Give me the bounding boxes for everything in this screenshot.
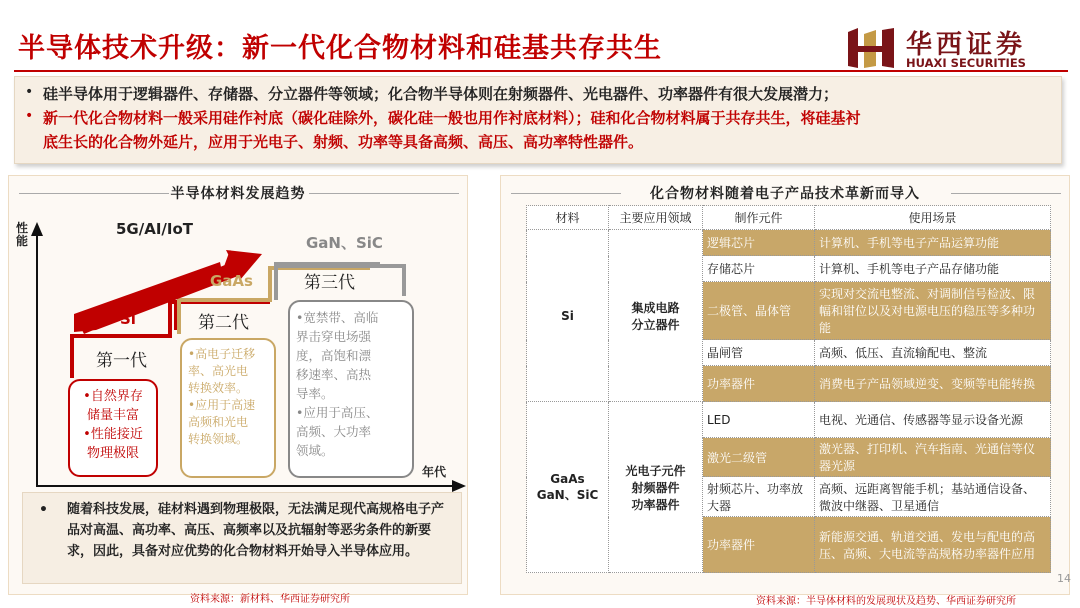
bullet-dot: • <box>39 502 48 518</box>
scenario-cell: 消费电子产品领域逆变、变频等电能转换 <box>815 366 1051 402</box>
feature-line: 移速率、高热 <box>296 367 372 382</box>
logo-chinese-name: 华西证券 <box>906 30 1027 60</box>
col-header-component: 制作元件 <box>703 206 815 230</box>
page-title: 半导体技术升级：新一代化合物材料和硅基共存共生 <box>18 33 662 64</box>
component-cell: 功率器件 <box>703 366 815 402</box>
bullet-dot: • <box>25 108 34 124</box>
trend-note-box <box>22 492 462 584</box>
page-number: 14 <box>1057 572 1071 585</box>
gen1-material: Si <box>120 310 136 328</box>
component-cell: 功率器件 <box>703 517 815 573</box>
feature-line: 界击穿电场强 <box>296 329 372 344</box>
feature-line: •自然界存 <box>83 389 143 404</box>
summary-bullet-silicon: 硅半导体用于逻辑器件、存储器、分立器件等领域；化合物半导体则在射频器件、光电器件、功率器件有很大发展潜力； <box>43 85 839 103</box>
scenario-cell: 高频、低压、直流输配电、整流 <box>815 340 1051 366</box>
bullet-dot: • <box>25 84 34 100</box>
gen1-features-box <box>68 379 158 477</box>
feature-line: •性能接近 <box>83 427 143 442</box>
scenario-cell: 激光器、打印机、汽车指南、光通信等仪器光源 <box>815 438 1051 477</box>
summary-bullet-compound-line2: 底生长的化合物外延片，应用于光电子、射频、功率等具备高频、高压、高功率特性器件。 <box>43 133 644 151</box>
materials-table <box>526 205 1051 573</box>
material-compound <box>527 402 609 573</box>
feature-line: 度，高饱和漂 <box>296 348 372 363</box>
scenario-cell: 电视、光通信、传感器等显示设备光源 <box>815 402 1051 438</box>
scenario-cell: 实现对交流电整流、对调制信号检波、限幅和钳位以及对电源电压的稳压等多种功能 <box>815 282 1051 340</box>
application-si <box>609 230 703 402</box>
feature-line: •宽禁带、高临 <box>296 310 379 325</box>
table-row <box>527 402 1051 438</box>
component-cell: 逻辑芯片 <box>703 230 815 256</box>
component-cell: 晶闸管 <box>703 340 815 366</box>
trend-label: 5G/AI/IoT <box>116 220 194 238</box>
component-cell: LED <box>703 402 815 438</box>
feature-line: 转换效率。 <box>188 381 249 395</box>
source-left: 资料来源：新材料、华西证券研究所 <box>190 594 350 605</box>
scenario-cell: 高频、远距离智能手机；基站通信设备、微波中继器、卫星通信 <box>815 477 1051 517</box>
material-si: Si <box>527 230 609 402</box>
x-axis-label: 年代 <box>422 465 447 479</box>
component-cell: 射频芯片、功率放大器 <box>703 477 815 517</box>
application-compound <box>609 402 703 573</box>
scenario-cell: 计算机、手机等电子产品运算功能 <box>815 230 1051 256</box>
panel-title-trend: 半导体材料发展趋势 <box>170 186 306 202</box>
source-right: 资料来源：半导体材料的发展现状及趋势、华西证券研究所 <box>756 596 1016 607</box>
app-line: 光电子元件 <box>625 463 686 478</box>
feature-line: 高频、大功率 <box>296 424 372 439</box>
gen3-material: GaN、SiC <box>306 234 383 252</box>
gen2-features-box <box>180 338 276 478</box>
feature-line: 率、高光电 <box>188 364 249 378</box>
app-line: 集成电路 <box>631 300 680 315</box>
y-axis-label: 性能 <box>16 221 29 248</box>
app-line: 分立器件 <box>631 317 680 332</box>
col-header-material: 材料 <box>527 206 609 230</box>
gen3-label: 第三代 <box>304 273 355 293</box>
logo-english-name: HUAXI SECURITIES <box>906 56 1026 70</box>
feature-line: 物理极限 <box>86 446 139 461</box>
col-header-application: 主要应用领域 <box>609 206 703 230</box>
feature-line: •高电子迁移 <box>188 347 256 361</box>
scenario-cell: 计算机、手机等电子产品存储功能 <box>815 256 1051 282</box>
material-line: GaAs <box>550 471 585 486</box>
gen1-label: 第一代 <box>96 351 147 371</box>
component-cell: 二极管、晶体管 <box>703 282 815 340</box>
feature-line: •应用于高压、 <box>296 405 379 420</box>
col-header-scenario: 使用场景 <box>815 206 1051 230</box>
gen3-features-box <box>288 300 414 478</box>
app-line: 射频器件 <box>631 480 680 495</box>
component-cell: 存储芯片 <box>703 256 815 282</box>
scenario-cell: 新能源交通、轨道交通、发电与配电的高压、高频、大电流等高规格功率器件应用 <box>815 517 1051 573</box>
feature-line: •应用于高速 <box>188 398 256 412</box>
gen2-material: GaAs <box>210 272 253 290</box>
component-cell: 激光二级管 <box>703 438 815 477</box>
feature-line: 导率。 <box>296 386 334 401</box>
table-header-row <box>527 206 1051 230</box>
gen2-label: 第二代 <box>198 313 249 333</box>
feature-line: 领域。 <box>296 443 334 458</box>
summary-bullet-compound-line1: 新一代化合物材料一般采用硅作衬底（碳化硅除外，碳化硅一般也用作衬底材料）；硅和化合物材料属于共存共生，将硅基衬 <box>43 109 861 127</box>
feature-line: 高频和光电 <box>188 415 249 429</box>
trend-note-text: 随着科技发展，硅材料遇到物理极限，无法满足现代高规格电子产品对高温、高功率、高压、高频率以及抗辐射等恶劣条件的新要求，因此，具备对应优势的化合物材料开始导入半导体应用。 <box>67 502 445 559</box>
app-line: 功率器件 <box>631 497 680 512</box>
panel-title-compound: 化合物材料随着电子产品技术革新而导入 <box>650 186 920 202</box>
material-line: GaN、SiC <box>536 487 599 502</box>
table-row <box>527 230 1051 256</box>
feature-line: 转换领域。 <box>188 432 249 446</box>
feature-line: 储量丰富 <box>86 408 139 423</box>
